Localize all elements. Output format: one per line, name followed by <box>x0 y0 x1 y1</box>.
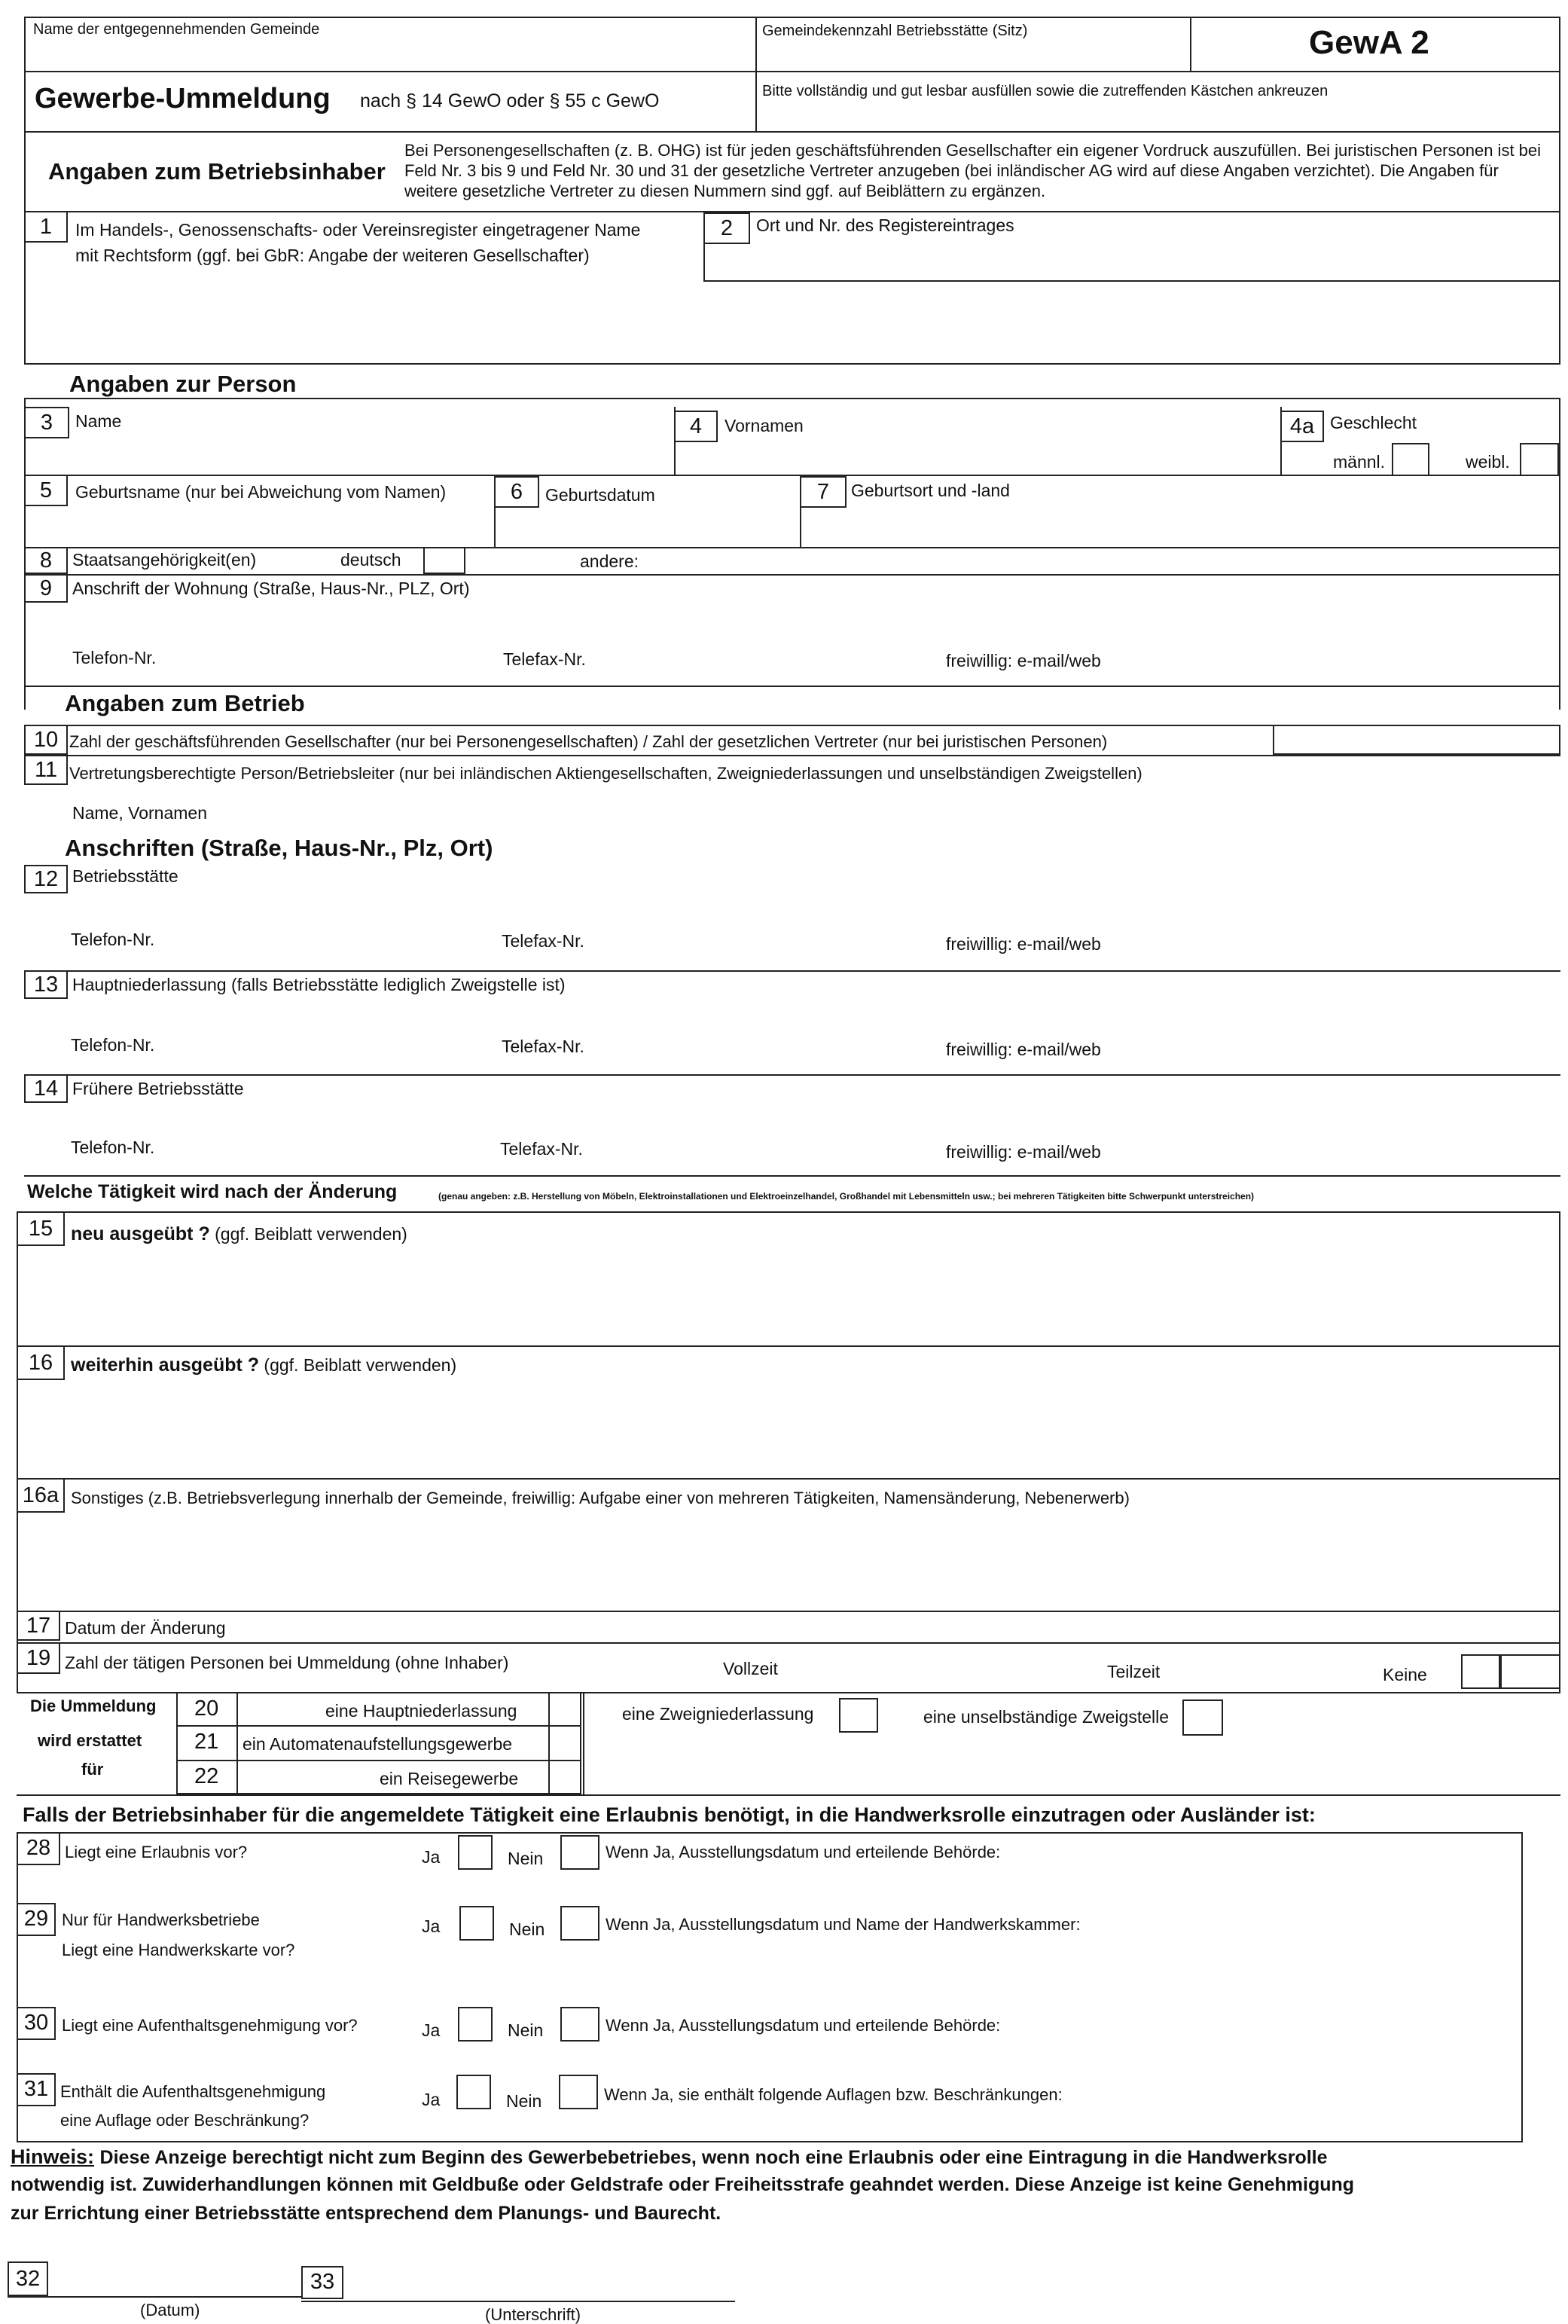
field-number-15: 15 <box>17 1211 65 1246</box>
field-28-wenn: Wenn Ja, Ausstellungsdatum und erteilende Behörde: <box>606 1843 1001 1861</box>
field-31-label-1: Enthält die Aufenthaltsgenehmigung <box>60 2082 326 2101</box>
aufenthalt-nein-checkbox[interactable] <box>560 2007 599 2042</box>
field-number-31: 31 <box>17 2073 56 2106</box>
field-number-1: 1 <box>24 211 68 243</box>
keine-label: Keine <box>1383 1665 1427 1684</box>
unselbst-checkbox[interactable] <box>1182 1699 1223 1736</box>
telefax-label-14: Telefax-Nr. <box>500 1139 583 1159</box>
unterschrift-caption: (Unterschrift) <box>485 2305 581 2324</box>
rule <box>24 686 1560 687</box>
field-10-input-box[interactable] <box>1273 725 1560 755</box>
rule <box>24 17 1560 18</box>
maennl-checkbox[interactable] <box>1392 443 1429 476</box>
field-31-label-2: eine Auflage oder Beschränkung? <box>60 2111 310 2130</box>
rule <box>17 1611 1560 1612</box>
field-30-wenn: Wenn Ja, Ausstellungsdatum und erteilende Behörde: <box>606 2016 1001 2035</box>
field-number-16: 16 <box>17 1345 65 1380</box>
rule <box>24 131 1560 133</box>
deutsch-label: deutsch <box>340 550 401 570</box>
ja-label-29: Ja <box>422 1916 441 1936</box>
telefax-label: Telefax-Nr. <box>503 649 586 669</box>
hinweis-label: Hinweis: <box>11 2145 95 2168</box>
hinweis-text-1: Diese Anzeige berechtigt nicht zum Beginn des Gewerbebetriebes, wenn noch eine Erlaubnis oder eine Eintragung in die Handwerksrolle <box>99 2147 1328 2168</box>
email-label: freiwillig: e-mail/web <box>946 651 1101 670</box>
signature-line-unterschrift <box>301 2301 735 2302</box>
field-29-wenn: Wenn Ja, Ausstellungsdatum und Name der Handwerkskammer: <box>606 1915 1081 1934</box>
datum-aenderung-input[interactable] <box>256 1614 1539 1639</box>
form-title-suffix: nach § 14 GewO oder § 55 c GewO <box>360 90 660 111</box>
field-4a-label: Geschlecht <box>1330 413 1417 432</box>
field-number-10: 10 <box>24 725 68 755</box>
field-19-label: Zahl der tätigen Personen bei Ummeldung (ohne Inhaber) <box>65 1653 509 1672</box>
name-input[interactable] <box>75 440 666 467</box>
field-number-8: 8 <box>24 547 68 574</box>
field-number-22: 22 <box>194 1764 219 1788</box>
field-20-label: eine Hauptniederlassung <box>325 1701 517 1721</box>
field-number-4: 4 <box>674 411 718 442</box>
rule <box>24 71 1560 72</box>
field-number-13: 13 <box>24 970 68 999</box>
rule <box>24 398 1560 399</box>
ummeldung-label-1: Die Ummeldung <box>30 1696 157 1715</box>
rule <box>1190 17 1191 71</box>
field-1-label: Im Handels-, Genossenschafts- oder Vereinsregister eingetragener Name <box>75 220 641 240</box>
field-number-9: 9 <box>24 574 68 603</box>
hauptniederlassung-input[interactable] <box>72 1005 1544 1032</box>
telefon-label-14: Telefon-Nr. <box>71 1138 155 1157</box>
betriebsinhaber-note: Bei Personengesellschaften (z. B. OHG) ist für jeden geschäftsführenden Gesellschafter ein eigener Vordruck auszufüllen. Bei juristischen Personen ist bei Feld Nr. 3 bis 9 und Feld Nr. 30 und 31 der gesetzliche Vertreter anzugeben (bei inländischer AG wird auf diese Angaben verzichtet). Die Angaben für weitere gesetzliche Vertreter zu diesen Nummern sind ggf. auf Beiblättern zu ergänzen. <box>404 141 1542 200</box>
field-5-label: Geburtsname (nur bei Abweichung vom Namen) <box>75 482 447 502</box>
field-number-17: 17 <box>17 1611 60 1641</box>
field-13-label: Hauptniederlassung (falls Betriebsstätte lediglich Zweigstelle ist) <box>72 975 566 994</box>
rule <box>24 363 1560 365</box>
field-number-19: 19 <box>17 1642 60 1674</box>
gemeinde-label: Name der entgegennehmenden Gemeinde <box>33 21 320 38</box>
taetigkeit-heading: Welche Tätigkeit wird nach der Änderung <box>27 1181 398 1202</box>
sonstiges-input[interactable] <box>30 1520 1547 1606</box>
ja-label-31: Ja <box>422 2090 441 2109</box>
telefax-label-12: Telefax-Nr. <box>502 931 584 951</box>
field-number-14: 14 <box>24 1074 68 1103</box>
rule <box>236 1692 238 1794</box>
field-29-label-1: Nur für Handwerksbetriebe <box>62 1910 260 1929</box>
rule <box>583 1692 584 1794</box>
geburtsort-input[interactable] <box>813 512 1547 539</box>
neu-ausgeuebt-input[interactable] <box>30 1254 1547 1339</box>
hinweis-line-2: notwendig ist. Zuwiderhandlungen können mit Geldbuße oder Geldstrafe oder Freiheitsstrafe geahndet werden. Diese Anzeige ist keine Genehmigung <box>11 2174 1355 2195</box>
kennzahl-input[interactable] <box>762 44 1179 68</box>
betrieb-heading: Angaben zum Betrieb <box>65 690 305 716</box>
automaten-checkbox[interactable] <box>550 1727 580 1758</box>
signature-line-datum <box>8 2296 301 2298</box>
field-16-bold: weiterhin ausgeübt ? <box>71 1354 260 1376</box>
field-10-label: Zahl der geschäftsführenden Gesellschafter (nur bei Personengesellschaften) / Zahl der gesetzlichen Vertreter (nur bei juristischen Personen) <box>69 732 1108 751</box>
betriebsstaette-input[interactable] <box>72 898 1544 925</box>
telefon-label-13: Telefon-Nr. <box>71 1035 155 1055</box>
rule <box>17 1211 1560 1213</box>
field-29-label-2: Liegt eine Handwerkskarte vor? <box>62 1941 295 1959</box>
field-number-3: 3 <box>24 407 69 438</box>
zweig-checkbox[interactable] <box>839 1698 878 1733</box>
andere-input[interactable] <box>663 548 1539 573</box>
geburtsname-input[interactable] <box>75 512 485 539</box>
field-15-bold: neu ausgeübt ? <box>71 1223 210 1244</box>
anschriften-heading: Anschriften (Straße, Haus-Nr., Plz, Ort) <box>65 835 493 861</box>
field-number-6: 6 <box>494 476 539 508</box>
rule <box>17 1478 1560 1480</box>
field-number-21: 21 <box>194 1730 219 1754</box>
rule <box>24 755 1560 756</box>
field-28-label: Liegt eine Erlaubnis vor? <box>65 1843 248 1861</box>
rule <box>24 574 1560 576</box>
unterschrift-input[interactable] <box>348 2269 728 2296</box>
field-21-label: ein Automatenaufstellungsgewerbe <box>243 1734 513 1754</box>
weiterhin-ausgeuebt-input[interactable] <box>30 1386 1547 1472</box>
nein-label-31: Nein <box>506 2091 542 2111</box>
maennl-label: männl. <box>1333 452 1386 472</box>
rule <box>17 2141 1523 2142</box>
rule <box>1559 398 1560 710</box>
rule <box>17 1642 1560 1644</box>
rule <box>24 1175 1560 1177</box>
field-14-label: Frühere Betriebsstätte <box>72 1079 244 1098</box>
person-heading: Angaben zur Person <box>69 371 297 397</box>
rule <box>24 17 26 363</box>
field-1-input[interactable] <box>33 280 1550 359</box>
telefon-label: Telefon-Nr. <box>72 648 157 667</box>
field-number-20: 20 <box>194 1696 219 1721</box>
deutsch-checkbox[interactable] <box>423 547 465 574</box>
field-11-sub: Name, Vornamen <box>72 803 207 823</box>
handwerkskarte-nein-checkbox[interactable] <box>560 1906 599 1941</box>
field-3-label: Name <box>75 411 122 431</box>
ummeldung-label-2: wird erstattet <box>38 1731 142 1750</box>
vollzeit-label: Vollzeit <box>723 1659 778 1678</box>
erlaubnis-nein-checkbox[interactable] <box>560 1835 599 1870</box>
taetigkeit-heading-note: (genau angeben: z.B. Herstellung von Möbeln, Elektroinstallationen und Elektroeinzelhandel, Großhandel mit Lebensmitteln usw.; bei mehreren Tätigkeiten bitte Schwerpunkt unterstreichen) <box>438 1191 1255 1202</box>
weibl-checkbox[interactable] <box>1520 443 1559 476</box>
rule <box>1559 1211 1560 1693</box>
field-16-rest: (ggf. Beiblatt verwenden) <box>264 1355 457 1375</box>
hinweis-line-1 <box>11 2145 1328 2169</box>
rule <box>1559 17 1560 363</box>
rule <box>24 475 1560 476</box>
email-label-13: freiwillig: e-mail/web <box>946 1040 1101 1059</box>
zweig-label: eine Zweigniederlassung <box>622 1704 814 1724</box>
hauptniederlassung-checkbox[interactable] <box>550 1693 580 1724</box>
rule <box>24 211 1560 212</box>
betriebsinhaber-heading: Angaben zum Betriebsinhaber <box>48 158 386 185</box>
field-1-label-2: mit Rechtsform (ggf. bei GbR: Angabe der weiteren Gesellschafter) <box>75 246 590 265</box>
rule <box>17 1345 1560 1347</box>
field-number-11: 11 <box>24 755 68 785</box>
field-number-33: 33 <box>301 2266 343 2299</box>
vornamen-input[interactable] <box>725 440 1270 467</box>
auflage-nein-checkbox[interactable] <box>559 2075 598 2109</box>
fruehere-betriebsstaette-input[interactable] <box>72 1109 1544 1136</box>
nein-label-28: Nein <box>508 1849 544 1868</box>
handwerkskarte-ja-checkbox[interactable] <box>459 1906 494 1941</box>
datum-caption: (Datum) <box>140 2301 200 2319</box>
field-4-label: Vornamen <box>725 416 804 435</box>
field-12-label: Betriebsstätte <box>72 866 178 886</box>
erlaubnis-ja-checkbox[interactable] <box>458 1835 493 1870</box>
andere-label: andere: <box>580 551 639 571</box>
field-number-16a: 16a <box>17 1478 65 1513</box>
wohnung-input[interactable] <box>72 610 1544 637</box>
field-15-label <box>71 1223 407 1245</box>
weibl-label: weibl. <box>1466 452 1510 472</box>
rule <box>24 970 1560 972</box>
field-17-label: Datum der Änderung <box>65 1618 226 1638</box>
telefax-label-13: Telefax-Nr. <box>502 1037 584 1056</box>
field-9-label: Anschrift der Wohnung (Straße, Haus-Nr., PLZ, Ort) <box>72 579 470 598</box>
field-30-label: Liegt eine Aufenthaltsgenehmigung vor? <box>62 2016 358 2035</box>
geburtsdatum-input[interactable] <box>505 512 794 539</box>
erlaubnis-heading: Falls der Betriebsinhaber für die angemeldete Tätigkeit eine Erlaubnis benötigt, in die Handwerksrolle einzutragen oder Ausländer ist: <box>23 1803 1316 1826</box>
field-number-5: 5 <box>24 475 68 506</box>
field-number-2: 2 <box>703 212 750 244</box>
rule <box>755 17 757 131</box>
nein-label-29: Nein <box>509 1919 545 1939</box>
keine-checkbox[interactable] <box>1461 1654 1500 1689</box>
field-8-label: Staatsangehörigkeit(en) <box>72 550 257 570</box>
gemeinde-input[interactable] <box>33 42 744 66</box>
ja-label-30: Ja <box>422 2020 441 2040</box>
email-label-14: freiwillig: e-mail/web <box>946 1142 1101 1162</box>
field-number-4a: 4a <box>1280 411 1324 442</box>
aufenthalt-ja-checkbox[interactable] <box>458 2007 493 2042</box>
ja-label-28: Ja <box>422 1847 441 1867</box>
kennzahl-label: Gemeindekennzahl Betriebsstätte (Sitz) <box>762 23 1028 39</box>
field-2-label: Ort und Nr. des Registereintrages <box>756 215 1014 235</box>
field-number-12: 12 <box>24 865 68 893</box>
field-number-7: 7 <box>800 476 847 508</box>
rule <box>176 1760 581 1761</box>
keine-count-box[interactable] <box>1500 1654 1560 1689</box>
field-16a-label: Sonstiges (z.B. Betriebsverlegung innerhalb der Gemeinde, freiwillig: Aufgabe einer von mehreren Tätigkeiten, Namensänderung, Nebenerwerb) <box>71 1489 1130 1507</box>
datum-input[interactable] <box>53 2266 297 2293</box>
ummeldung-label-3: für <box>81 1760 104 1779</box>
field-6-label: Geburtsdatum <box>545 485 655 505</box>
unselbst-label: eine unselbständige Zweigstelle <box>923 1707 1170 1727</box>
vertreter-input[interactable] <box>241 799 1539 824</box>
field-number-29: 29 <box>17 1903 56 1936</box>
auflage-ja-checkbox[interactable] <box>456 2075 491 2109</box>
email-label-12: freiwillig: e-mail/web <box>946 934 1101 954</box>
form-title: Gewerbe-Ummeldung <box>35 83 331 115</box>
field-number-30: 30 <box>17 2007 56 2040</box>
telefon-label-12: Telefon-Nr. <box>71 930 155 949</box>
field-7-label: Geburtsort und -land <box>851 481 1010 500</box>
field-22-label: ein Reisegewerbe <box>380 1769 519 1788</box>
field-number-32: 32 <box>8 2261 48 2296</box>
rule <box>17 1794 1560 1796</box>
teilzeit-label: Teilzeit <box>1107 1662 1161 1681</box>
rule <box>1521 1832 1523 2141</box>
field-15-rest: (ggf. Beiblatt verwenden) <box>215 1224 407 1244</box>
field-16-label <box>71 1354 456 1376</box>
rule <box>17 1832 1523 1834</box>
rule <box>24 1074 1560 1076</box>
field-number-28: 28 <box>17 1832 60 1865</box>
field-31-wenn: Wenn Ja, sie enthält folgende Auflagen bzw. Beschränkungen: <box>604 2085 1063 2104</box>
instruction-text: Bitte vollständig und gut lesbar ausfüllen sowie die zutreffenden Kästchen ankreuzen <box>762 83 1329 99</box>
hinweis-line-3: zur Errichtung einer Betriebsstätte entsprechend dem Planungs- und Baurecht. <box>11 2203 721 2224</box>
reisegewerbe-checkbox[interactable] <box>550 1761 580 1793</box>
nein-label-30: Nein <box>508 2020 544 2040</box>
rule <box>176 1725 581 1727</box>
form-code: GewA 2 <box>1309 24 1429 61</box>
field-11-label: Vertretungsberechtigte Person/Betriebsleiter (nur bei inländischen Aktiengesellschaften, Zweigniederlassungen und unselbständigen Zweigstellen) <box>69 764 1142 783</box>
